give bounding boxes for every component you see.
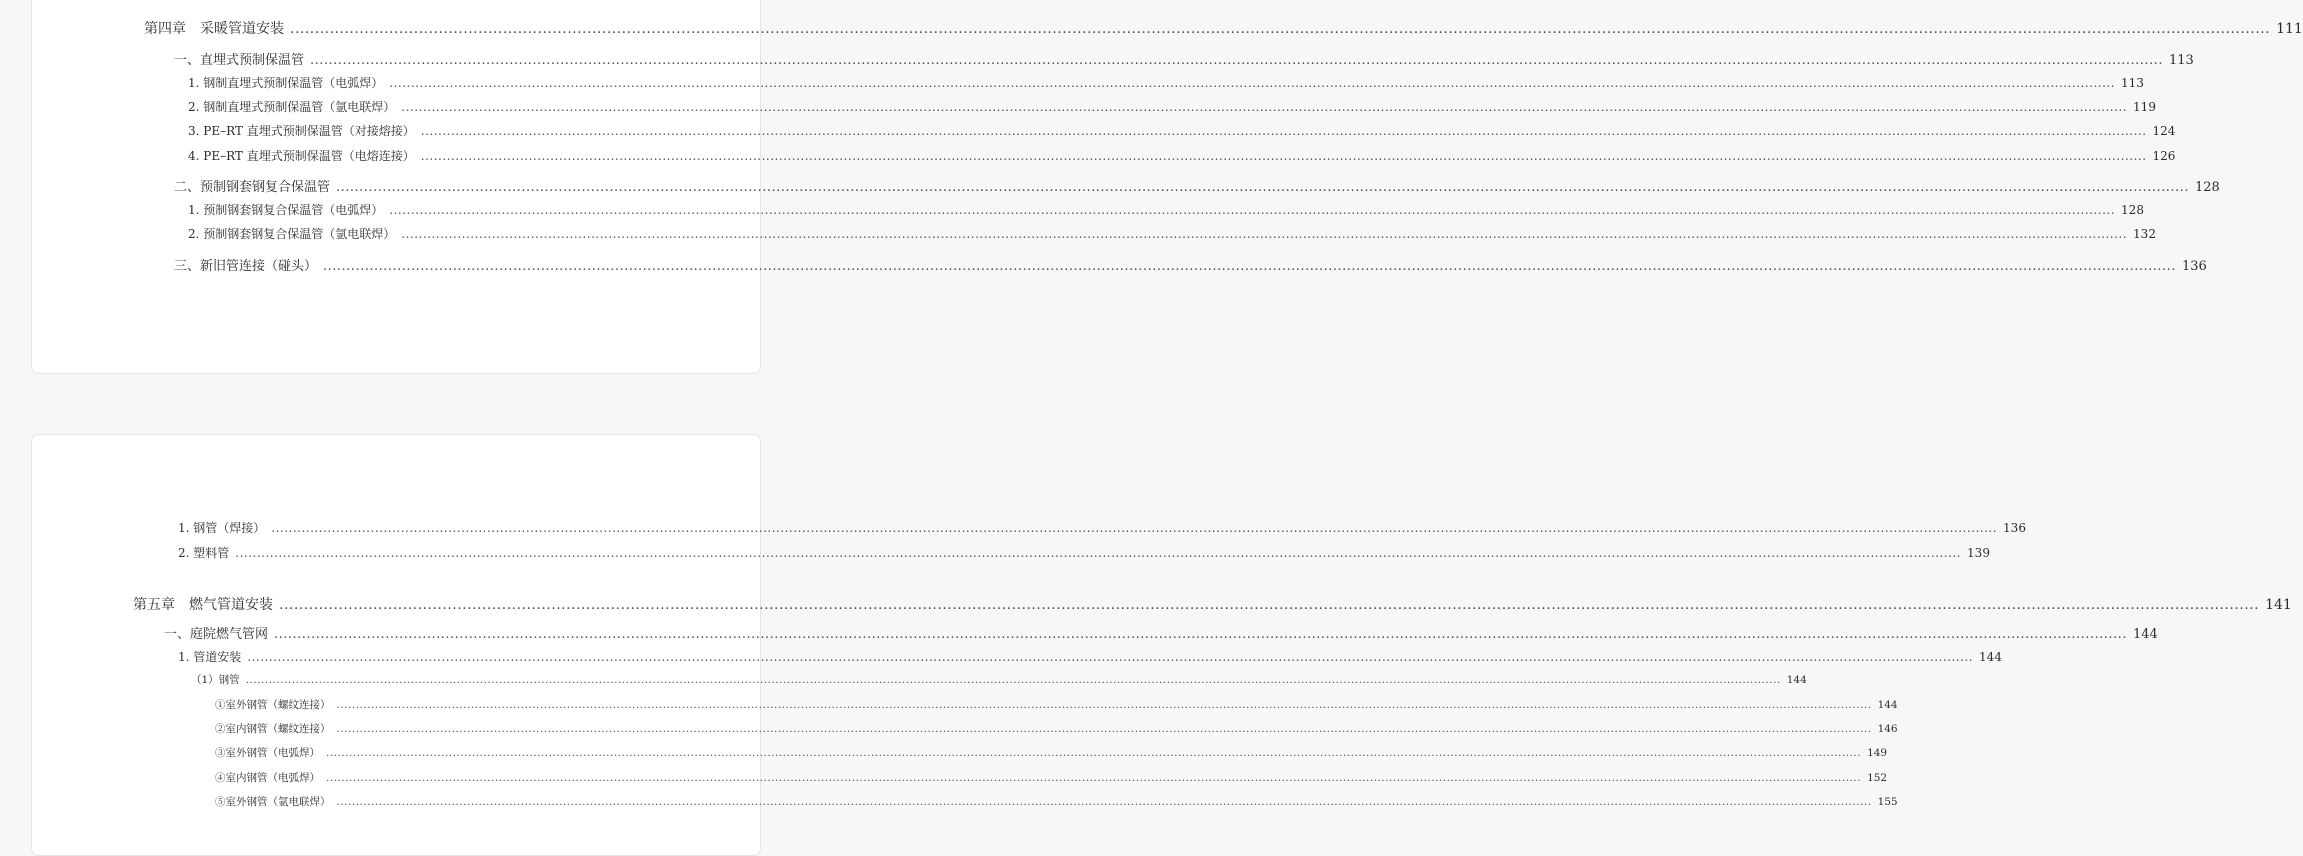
toc-page-number: 149	[1867, 747, 1888, 759]
leader-dots: ................................................................................................................................................................................................................................................................................................................................................................................................................	[336, 723, 1872, 735]
leader-dots: ................................................................................................................................................................................................................................................................................................................................................................................................................	[235, 546, 1962, 560]
toc-entry[interactable]	[215, 794, 1898, 809]
toc-entry[interactable]	[188, 225, 2156, 242]
toc-chapter-4[interactable]	[144, 18, 2303, 38]
toc-page-number: 144	[1786, 674, 1807, 686]
toc-page-number: 136	[2181, 259, 2207, 274]
leader-dots: ................................................................................................................................................................................................................................................................................................................................................................................................................	[401, 227, 2128, 241]
toc-entry-title: 1. 管道安装	[178, 650, 242, 664]
leader-dots: ................................................................................................................................................................................................................................................................................................................................................................................................................	[323, 259, 2176, 274]
leader-dots: ................................................................................................................................................................................................................................................................................................................................................................................................................	[420, 149, 2147, 163]
toc-entry-title: 一、直埋式预制保温管	[174, 53, 305, 68]
toc-entry-title: 1. 预制钢套钢复合保温管（电弧焊）	[188, 203, 384, 217]
toc-entry-title: ④室内钢管（电弧焊）	[215, 772, 320, 784]
toc-entry[interactable]	[178, 519, 2026, 536]
toc-entry[interactable]	[178, 648, 2002, 665]
toc-page-2	[31, 434, 2292, 856]
toc-page-number: 128	[2194, 180, 2220, 195]
toc-entry[interactable]	[188, 201, 2144, 218]
toc-page-number: 144	[1877, 699, 1898, 711]
leader-dots: ................................................................................................................................................................................................................................................................................................................................................................................................................	[389, 203, 2116, 217]
toc-entry[interactable]	[164, 623, 2158, 642]
toc-entry-title: ①室外钢管（螺纹连接）	[215, 699, 331, 711]
toc-chapter-5[interactable]	[133, 594, 2292, 614]
leader-dots: ................................................................................................................................................................................................................................................................................................................................................................................................................	[245, 674, 1781, 686]
leader-dots: ................................................................................................................................................................................................................................................................................................................................................................................................................	[420, 124, 2147, 138]
toc-page-number: 144	[1979, 650, 2002, 664]
toc-page-number: 119	[2133, 100, 2156, 114]
toc-entry[interactable]	[191, 672, 1807, 687]
leader-dots: ................................................................................................................................................................................................................................................................................................................................................................................................................	[274, 627, 2127, 642]
leader-dots: ................................................................................................................................................................................................................................................................................................................................................................................................................	[336, 699, 1872, 711]
toc-page-number: 144	[2132, 627, 2158, 642]
leader-dots: ................................................................................................................................................................................................................................................................................................................................................................................................................	[336, 180, 2189, 195]
leader-dots: ................................................................................................................................................................................................................................................................................................................................................................................................................	[336, 796, 1872, 808]
toc-page-number: 139	[1967, 546, 1990, 560]
leader-dots: ................................................................................................................................................................................................................................................................................................................................................................................................................	[310, 53, 2163, 68]
toc-page-number: 113	[2121, 76, 2144, 90]
leader-dots: ................................................................................................................................................................................................................................................................................................................................................................................................................	[247, 650, 1974, 664]
leader-dots: ................................................................................................................................................................................................................................................................................................................................................................................................................	[279, 597, 2260, 613]
toc-entry-title: （1）钢管	[191, 674, 240, 686]
toc-entry[interactable]	[215, 697, 1898, 712]
toc-entry-title: 第五章 燃气管道安装	[133, 597, 273, 613]
toc-entry[interactable]	[188, 98, 2156, 115]
toc-entry[interactable]	[174, 176, 2220, 195]
toc-entry-title: 1. 钢管（焊接）	[178, 521, 266, 535]
toc-entry-title: 2. 塑料管	[178, 546, 230, 560]
toc-entry-title: 3. PE–RT 直埋式预制保温管（对接熔接）	[188, 124, 415, 138]
toc-page-number: 124	[2152, 124, 2176, 138]
toc-entry-title: 2. 预制钢套钢复合保温管（氩电联焊）	[188, 227, 396, 241]
toc-entry-title: 二、预制钢套钢复合保温管	[174, 180, 331, 195]
toc-entry-title: 一、庭院燃气管网	[164, 627, 269, 642]
toc-page-number: 146	[1877, 723, 1898, 735]
toc-entry-title: 1. 钢制直埋式预制保温管（电弧焊）	[188, 76, 384, 90]
toc-entry-title: ⑤室外钢管（氩电联焊）	[215, 796, 331, 808]
toc-entry[interactable]	[174, 49, 2194, 68]
toc-entry-title: 三、新旧管连接（碰头）	[174, 259, 318, 274]
toc-entry[interactable]	[188, 74, 2144, 91]
toc-page-number: 132	[2133, 227, 2156, 241]
toc-page-number: 126	[2152, 149, 2176, 163]
leader-dots: ................................................................................................................................................................................................................................................................................................................................................................................................................	[326, 772, 1862, 784]
toc-page-number: 128	[2121, 203, 2144, 217]
toc-entry-title: 2. 钢制直埋式预制保温管（氩电联焊）	[188, 100, 396, 114]
toc-page-number: 136	[2003, 521, 2026, 535]
leader-dots: ................................................................................................................................................................................................................................................................................................................................................................................................................	[271, 521, 1998, 535]
toc-entry-title: 4. PE–RT 直埋式预制保温管（电熔连接）	[188, 149, 415, 163]
toc-entry[interactable]	[215, 770, 1888, 785]
toc-entry[interactable]	[215, 721, 1898, 736]
leader-dots: ................................................................................................................................................................................................................................................................................................................................................................................................................	[401, 100, 2128, 114]
toc-entry-title: 第四章 采暖管道安装	[144, 21, 284, 37]
toc-entry[interactable]	[188, 122, 2176, 139]
toc-entry[interactable]	[215, 745, 1888, 760]
toc-page-1	[31, 0, 2303, 374]
toc-page-number: 113	[2168, 53, 2194, 68]
toc-entry[interactable]	[188, 147, 2176, 164]
toc-entry-title: ②室内钢管（螺纹连接）	[215, 723, 331, 735]
toc-entry[interactable]	[178, 544, 1990, 561]
leader-dots: ................................................................................................................................................................................................................................................................................................................................................................................................................	[389, 76, 2116, 90]
toc-entry-title: ③室外钢管（电弧焊）	[215, 747, 320, 759]
toc-page-number: 152	[1867, 772, 1888, 784]
toc-page-number: 155	[1877, 796, 1898, 808]
leader-dots: ................................................................................................................................................................................................................................................................................................................................................................................................................	[290, 21, 2271, 37]
toc-page-number: 141	[2265, 597, 2292, 613]
toc-page-number: 111	[2276, 21, 2303, 37]
toc-entry[interactable]	[174, 255, 2207, 274]
leader-dots: ................................................................................................................................................................................................................................................................................................................................................................................................................	[326, 747, 1862, 759]
